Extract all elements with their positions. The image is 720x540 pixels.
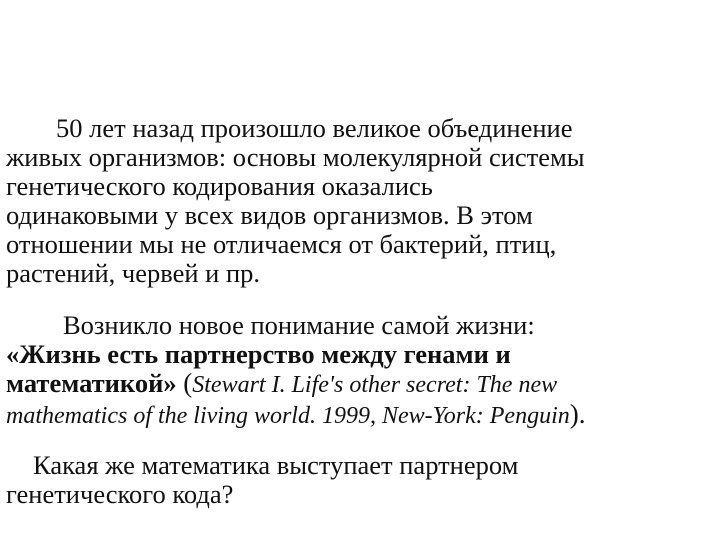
- paragraph1-line-3: генетического кодирования оказались: [6, 171, 433, 201]
- paragraph-unification: [6, 114, 714, 288]
- citation-open-paren: (: [183, 368, 193, 398]
- paragraph2-line-1: Возникло новое понимание самой жизни:: [63, 310, 535, 340]
- paragraph1-line-5: отношении мы не отличаемся от бактерий, птиц,: [6, 229, 557, 259]
- paragraph3-line-1: Какая же математика выступает партнером: [33, 450, 519, 480]
- paragraph1-line-1: 50 лет назад произошло великое объединение: [56, 113, 573, 143]
- quote-bold-line: «Жизнь есть партнерство между генами и: [6, 339, 511, 369]
- citation-close-paren: ).: [569, 399, 586, 429]
- paragraph1-line-6: растений, червей и пр.: [6, 258, 261, 288]
- quote-bold-end: математикой»: [6, 368, 177, 398]
- paragraph-new-understanding: [6, 311, 714, 431]
- paragraph1-line-4: одинаковыми у всех видов организмов. В этом: [6, 200, 533, 230]
- paragraph1-line-2: живых организмов: основы молекулярной системы: [6, 142, 585, 172]
- paragraph3-line-2: генетического кода?: [6, 479, 234, 509]
- citation-part-2: mathematics of the living world. 1999, New-York: Penguin: [6, 403, 570, 429]
- citation-part-1: Stewart I. Life's other secret: The new: [192, 372, 558, 398]
- paragraph-question: [6, 451, 714, 509]
